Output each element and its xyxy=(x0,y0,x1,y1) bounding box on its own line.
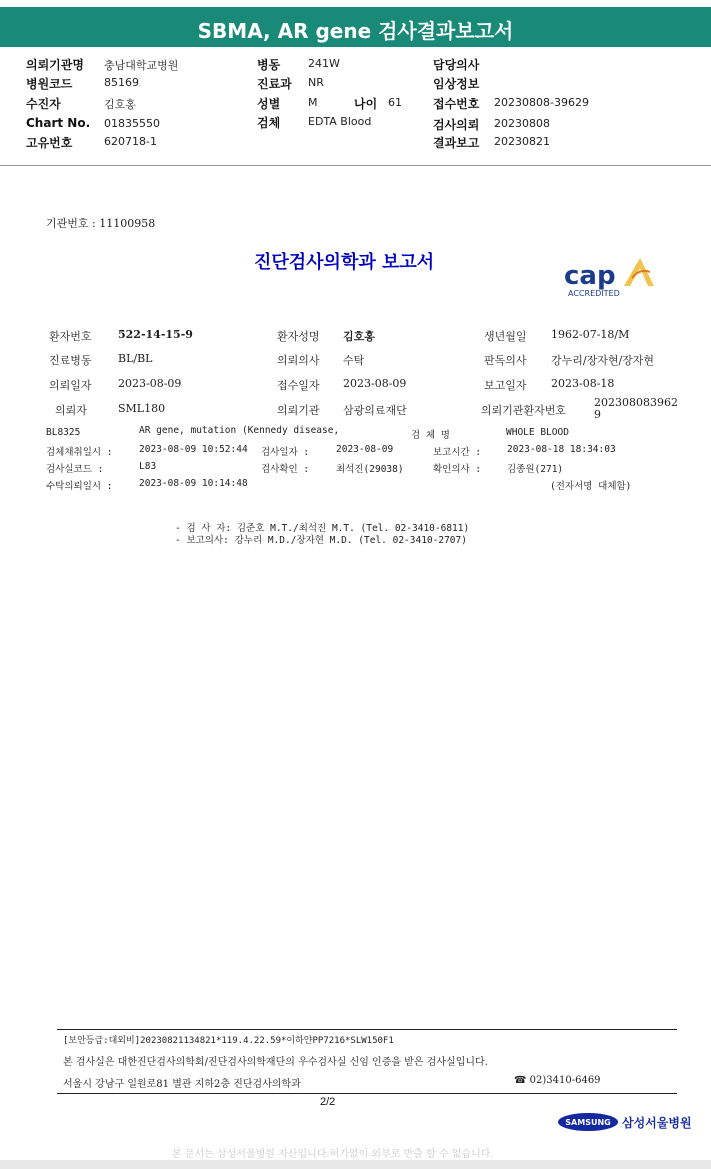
label-reading-doctor: 판독의사 xyxy=(484,354,527,367)
certification-text: 본 검사실은 대한진단검사의학회/진단검사의학재단의 우수검사실 신임 인증을 받은 검사실입니다. xyxy=(63,1057,488,1068)
label-requester: 의뢰자 xyxy=(55,404,87,417)
samsung-logo-text: SAMSUNG xyxy=(565,1118,611,1127)
lab-address: 서울시 강남구 일원로81 별관 지하2층 진단검사의학과 xyxy=(63,1079,301,1090)
value-sex: M xyxy=(308,96,318,109)
label-request-date: 의뢰일자 xyxy=(49,379,92,392)
label-birth: 생년월일 xyxy=(484,330,527,343)
value-test-confirm: 최석진(29038) xyxy=(336,464,404,475)
label-institution: 의뢰기관명 xyxy=(26,58,84,72)
samsung-logo xyxy=(558,1112,618,1132)
value-unique-id: 620718-1 xyxy=(104,135,157,148)
value-ward-dept: BL/BL xyxy=(118,352,153,365)
value-request-date: 2023-08-09 xyxy=(118,377,182,390)
value-report-time: 2023-08-18 18:34:03 xyxy=(507,444,616,455)
label-ward-dept: 진료병동 xyxy=(49,354,92,367)
label-org-patient-no: 의뢰기관환자번호 xyxy=(481,404,567,417)
value-specimen-name: WHOLE BLOOD xyxy=(506,427,569,438)
label-result-report: 결과보고 xyxy=(433,136,480,150)
label-collect-time: 검체채취일시 : xyxy=(46,447,113,458)
value-patient-no: 522-14-15-9 xyxy=(118,328,193,341)
footer-divider-bottom xyxy=(57,1093,677,1094)
value-requester: SML180 xyxy=(118,402,166,415)
label-department: 진료과 xyxy=(257,77,292,91)
value-specimen: EDTA Blood xyxy=(308,115,372,128)
label-patient: 수진자 xyxy=(26,97,61,111)
value-reading-doctor: 강누리/장자현/장자현 xyxy=(551,354,655,367)
tester-line: - 검 사 자: 김준호 M.T./최석진 M.T. (Tel. 02-3410-6811) xyxy=(175,523,470,534)
value-patient: 김호홍 xyxy=(104,98,136,111)
bottom-strip xyxy=(0,1160,711,1169)
value-org-patient-no: 202308083962 xyxy=(594,396,678,409)
value-confirm-doctor: 김종원(271) xyxy=(507,464,564,475)
value-age: 61 xyxy=(388,96,402,109)
value-report-date: 2023-08-18 xyxy=(551,377,615,390)
label-specimen: 검체 xyxy=(257,116,281,130)
value-institution: 충남대학교병원 xyxy=(104,59,179,72)
value-ward: 241W xyxy=(308,57,340,70)
label-report-date: 보고일자 xyxy=(484,379,527,392)
test-code: BL8325 xyxy=(46,427,81,438)
department-report-title: 진단검사의학과 보고서 xyxy=(254,252,435,273)
label-lab-code: 검사실코드 : xyxy=(46,464,104,475)
label-age: 나이 xyxy=(354,97,378,111)
value-commission-time: 2023-08-09 10:14:48 xyxy=(139,478,248,489)
cap-logo-text: cap xyxy=(564,261,616,291)
value-receipt-date: 2023-08-09 xyxy=(343,377,407,390)
watermark-notice: 본 문서는 삼성서울병원 자산입니다.허가없이 외부로 반출 할 수 없습니다. xyxy=(172,1149,494,1160)
cap-accredited-logo xyxy=(556,252,660,302)
value-birth: 1962-07-18/M xyxy=(551,328,630,341)
value-request-org: 삼광의료재단 xyxy=(343,404,407,417)
hospital-name-logo: 삼성서울병원 xyxy=(622,1116,692,1130)
label-hospital-code: 병원코드 xyxy=(26,77,73,91)
value-department: NR xyxy=(308,76,324,89)
value-test-date: 2023-08-09 xyxy=(336,444,394,455)
label-test-date: 검사일자 : xyxy=(261,447,310,458)
label-receipt-date: 접수일자 xyxy=(277,379,320,392)
label-patient-name: 환자성명 xyxy=(277,330,320,343)
label-test-request: 검사의뢰 xyxy=(433,118,480,132)
value-test-request: 20230808 xyxy=(494,117,550,130)
value-accession: 20230808-39629 xyxy=(494,96,589,109)
e-signature-note: (전자서명 대체함) xyxy=(550,481,632,492)
footer-divider-top xyxy=(57,1029,677,1030)
label-sex: 성별 xyxy=(257,97,281,111)
reporter-line: - 보고의사: 강누리 M.D./장자현 M.D. (Tel. 02-3410-2707) xyxy=(175,535,467,546)
cap-logo-icon xyxy=(556,252,660,302)
value-chart-no: 01835550 xyxy=(104,117,160,130)
label-specimen-name: 검 체 명 xyxy=(411,430,450,441)
value-patient-name: 김호홍 xyxy=(343,330,375,343)
value-hospital-code: 85169 xyxy=(104,76,139,89)
label-request-doctor: 의뢰의사 xyxy=(277,354,320,367)
title-bar xyxy=(0,7,711,47)
test-name: AR gene, mutation (Kennedy disease, xyxy=(139,425,340,436)
header-divider xyxy=(0,165,711,166)
value-org-patient-no-cont: 9 xyxy=(594,408,601,421)
label-chart-no: Chart No. xyxy=(26,116,91,130)
label-commission-time: 수탁의뢰일시 : xyxy=(46,481,113,492)
label-report-time: 보고시간 : xyxy=(433,447,482,458)
cap-accredited-text: ACCREDITED xyxy=(568,289,620,298)
value-lab-code: L83 xyxy=(139,461,157,472)
value-collect-time: 2023-08-09 10:52:44 xyxy=(139,444,248,455)
label-clinical-info: 임상정보 xyxy=(433,77,480,91)
lab-phone: ☎ 02)3410-6469 xyxy=(514,1075,601,1086)
label-request-org: 의뢰기관 xyxy=(277,404,320,417)
page-number: 2/2 xyxy=(320,1096,336,1108)
institution-number: 기관번호 : 11100958 xyxy=(46,217,156,230)
value-request-doctor: 수탁 xyxy=(343,354,365,367)
label-test-confirm: 검사확인 : xyxy=(261,464,310,475)
report-title: SBMA, AR gene 검사결과보고서 xyxy=(197,19,514,43)
label-accession: 접수번호 xyxy=(433,97,480,111)
value-result-report: 20230821 xyxy=(494,135,550,148)
label-patient-no: 환자번호 xyxy=(49,330,92,343)
label-doctor: 담당의사 xyxy=(433,58,480,72)
label-ward: 병동 xyxy=(257,58,281,72)
security-line: [보안등급:대외비]20230821134821*119.4.22.59*이하얀PP7216*SLW150F1 xyxy=(63,1036,394,1046)
label-confirm-doctor: 확인의사 : xyxy=(433,464,482,475)
samsung-logo-icon xyxy=(558,1112,618,1132)
label-unique-id: 고유번호 xyxy=(26,136,73,150)
